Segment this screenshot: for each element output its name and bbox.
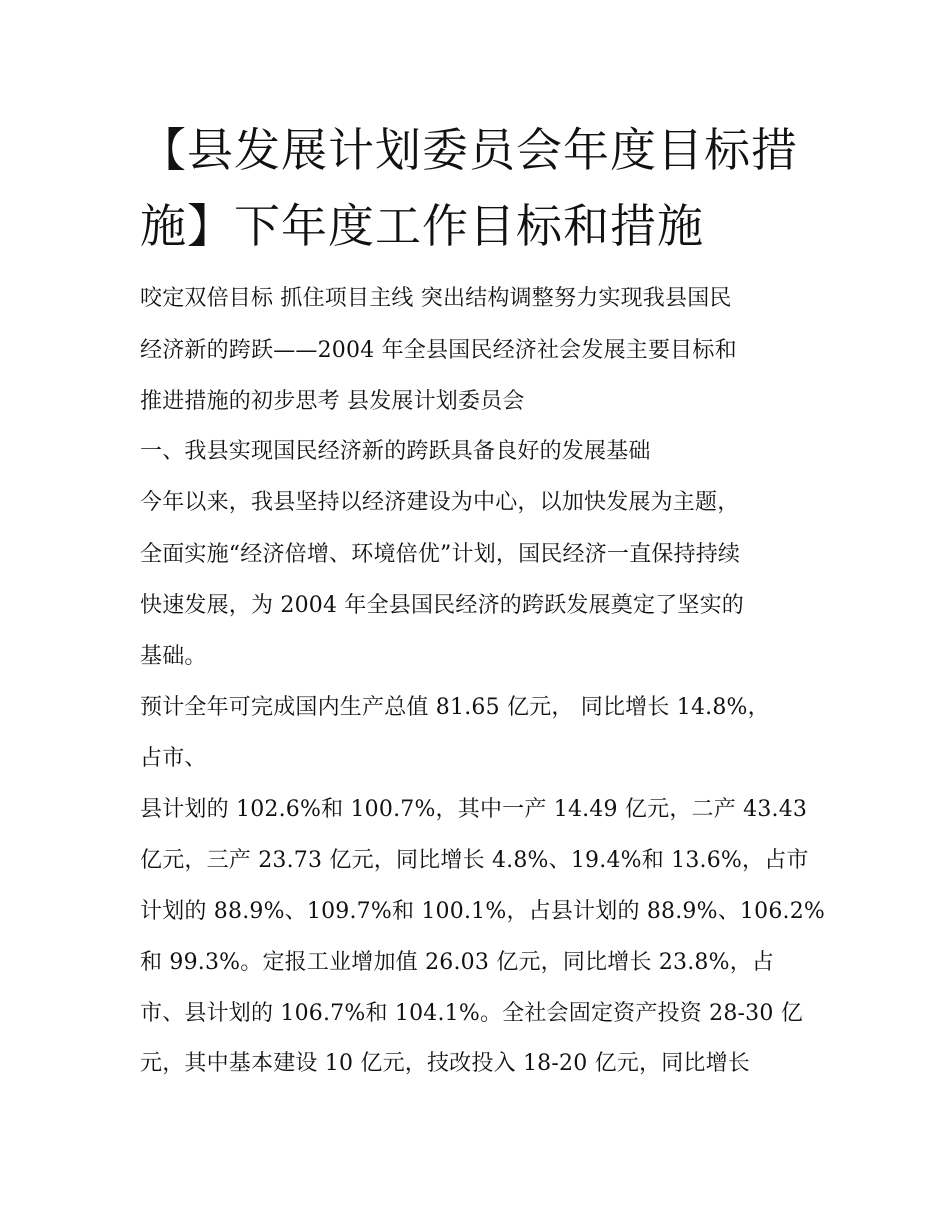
paragraph-line: 亿元，三产 23.73 亿元，同比增长 4.8%、19.4%和 13.6%，占市 <box>140 848 809 873</box>
paragraph-line: 和 99.3%。定报工业增加值 26.03 亿元，同比增长 23.8%，占 <box>140 950 775 975</box>
paragraph-line: 市、县计划的 106.7%和 104.1%。全社会固定资产投资 28-30 亿 <box>140 1001 803 1026</box>
paragraph-line: 县计划的 102.6%和 100.7%，其中一产 14.49 亿元，二产 43.43 <box>140 797 808 822</box>
paragraph-line: 今年以来，我县坚持以经济建设为中心，以加快发展为主题， <box>140 490 740 515</box>
paragraph-line: 元，其中基本建设 10 亿元，技改投入 18-20 亿元，同比增长 <box>140 1051 750 1076</box>
paragraph-line: 咬定双倍目标 抓住项目主线 突出结构调整努力实现我县国民 <box>140 286 732 311</box>
document-title: 【县发展计划委员会年度目标措施】下年度工作目标和措施 <box>140 123 798 253</box>
paragraph-line: 全面实施“经济倍增、环境倍优”计划，国民经济一直保持持续 <box>140 542 741 567</box>
paragraph-line: 计划的 88.9%、109.7%和 100.1%，占县计划的 88.9%、106.2% <box>140 899 826 924</box>
paragraph-line: 推进措施的初步思考 县发展计划委员会 <box>140 389 525 414</box>
section-heading: 一、我县实现国民经济新的跨跃具备良好的发展基础 <box>140 439 651 464</box>
paragraph-line: 基础。 <box>140 644 207 669</box>
paragraph-line: 占市、 <box>140 746 207 771</box>
paragraph-line: 经济新的跨跃——2004 年全县国民经济社会发展主要目标和 <box>140 338 737 363</box>
paragraph-line: 快速发展，为 2004 年全县国民经济的跨跃发展奠定了坚实的 <box>140 593 744 618</box>
paragraph-line: 预计全年可完成国内生产总值 81.65 亿元， 同比增长 14.8%， <box>140 695 770 720</box>
